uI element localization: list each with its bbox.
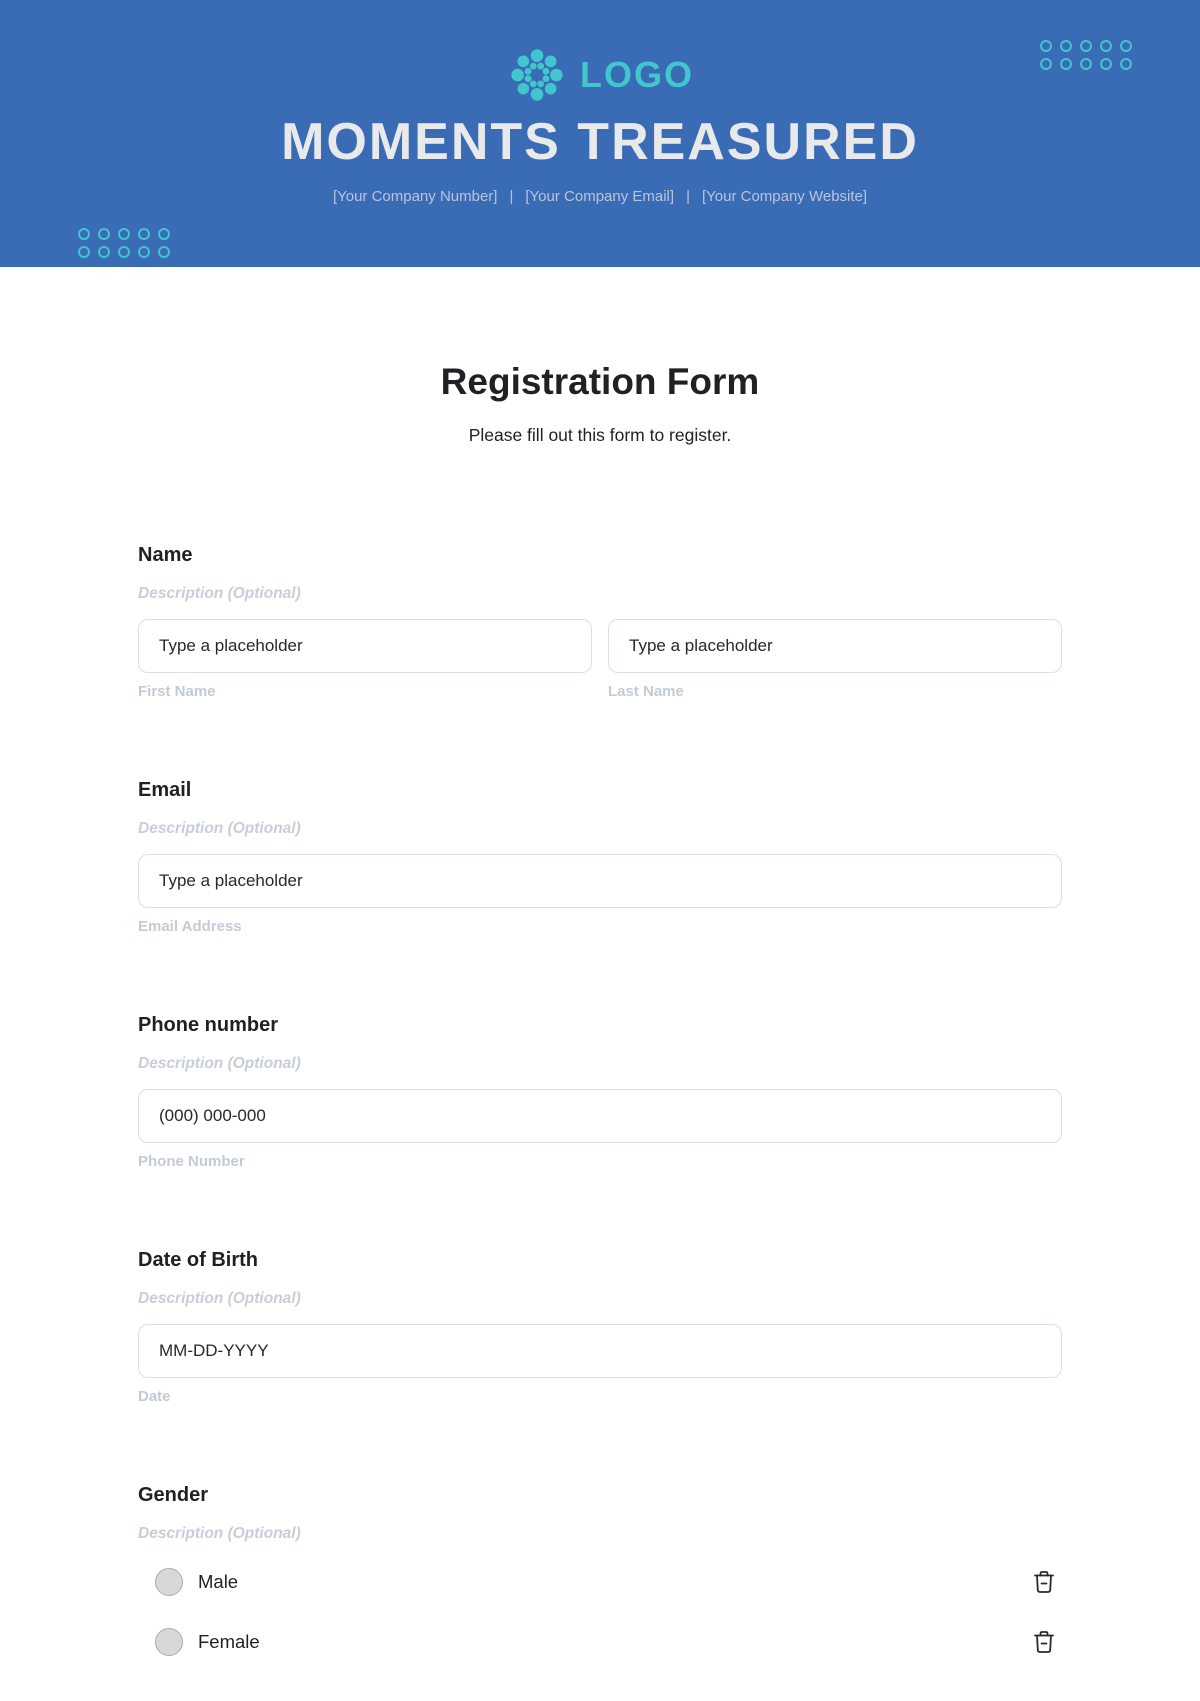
trash-icon: [1032, 1629, 1056, 1655]
male-radio[interactable]: [155, 1568, 183, 1596]
phone-group: [138, 1089, 1062, 1171]
gender-option-female: [138, 1627, 1062, 1657]
field-dob-description: Description (Optional): [138, 1290, 301, 1307]
company-number: [Your Company Number]: [332, 188, 498, 205]
page-title: Registration Form: [440, 361, 760, 402]
field-dob: [138, 1247, 1062, 1406]
field-name-description: Description (Optional): [138, 585, 301, 602]
first-name-group: [138, 619, 592, 701]
gender-option-male: [138, 1567, 1062, 1597]
form-container: [138, 542, 1062, 1657]
first-name-input[interactable]: [138, 619, 592, 673]
page-subtitle: Please fill out this form to register.: [468, 425, 732, 445]
trash-icon: [1032, 1569, 1056, 1595]
female-radio[interactable]: [155, 1628, 183, 1656]
company-info-line: [0, 188, 1200, 205]
company-website: [Your Company Website]: [701, 188, 868, 205]
separator: |: [686, 188, 690, 205]
separator: |: [509, 188, 514, 205]
delete-male-option-button[interactable]: [1030, 1567, 1058, 1597]
company-name: MOMENTS TREASURED: [281, 113, 919, 171]
dob-group: [138, 1324, 1062, 1406]
last-name-sublabel: Last Name: [608, 683, 684, 700]
field-email-label: Email: [138, 779, 192, 801]
first-name-sublabel: First Name: [138, 683, 216, 700]
logo-flower-icon: [506, 44, 568, 106]
field-name: [138, 542, 1062, 701]
field-gender-label: Gender: [138, 1484, 209, 1506]
male-radio-label: Male: [198, 1571, 239, 1592]
dob-sublabel: Date: [138, 1388, 171, 1405]
decorative-dots-top-right: [1040, 40, 1132, 70]
field-phone: [138, 1012, 1062, 1171]
email-sublabel: Email Address: [138, 918, 242, 935]
phone-input[interactable]: [138, 1089, 1062, 1143]
decorative-dots-left: [78, 228, 170, 258]
field-email-description: Description (Optional): [138, 820, 301, 837]
logo-text: LOGO: [580, 54, 694, 95]
header-banner: [0, 0, 1200, 267]
logo: [0, 0, 1200, 106]
field-email: [138, 777, 1062, 936]
field-gender-description: Description (Optional): [138, 1525, 301, 1542]
last-name-input[interactable]: [608, 619, 1062, 673]
email-input[interactable]: [138, 854, 1062, 908]
company-email: [Your Company Email]: [525, 188, 675, 205]
field-phone-label: Phone number: [138, 1014, 279, 1036]
field-gender: [138, 1482, 1062, 1657]
last-name-group: [608, 619, 1062, 701]
female-radio-label: Female: [198, 1631, 260, 1652]
phone-sublabel: Phone Number: [138, 1153, 245, 1170]
dob-input[interactable]: [138, 1324, 1062, 1378]
field-phone-description: Description (Optional): [138, 1055, 301, 1072]
delete-female-option-button[interactable]: [1030, 1627, 1058, 1657]
email-group: [138, 854, 1062, 936]
field-dob-label: Date of Birth: [138, 1249, 258, 1271]
field-name-label: Name: [138, 544, 193, 566]
